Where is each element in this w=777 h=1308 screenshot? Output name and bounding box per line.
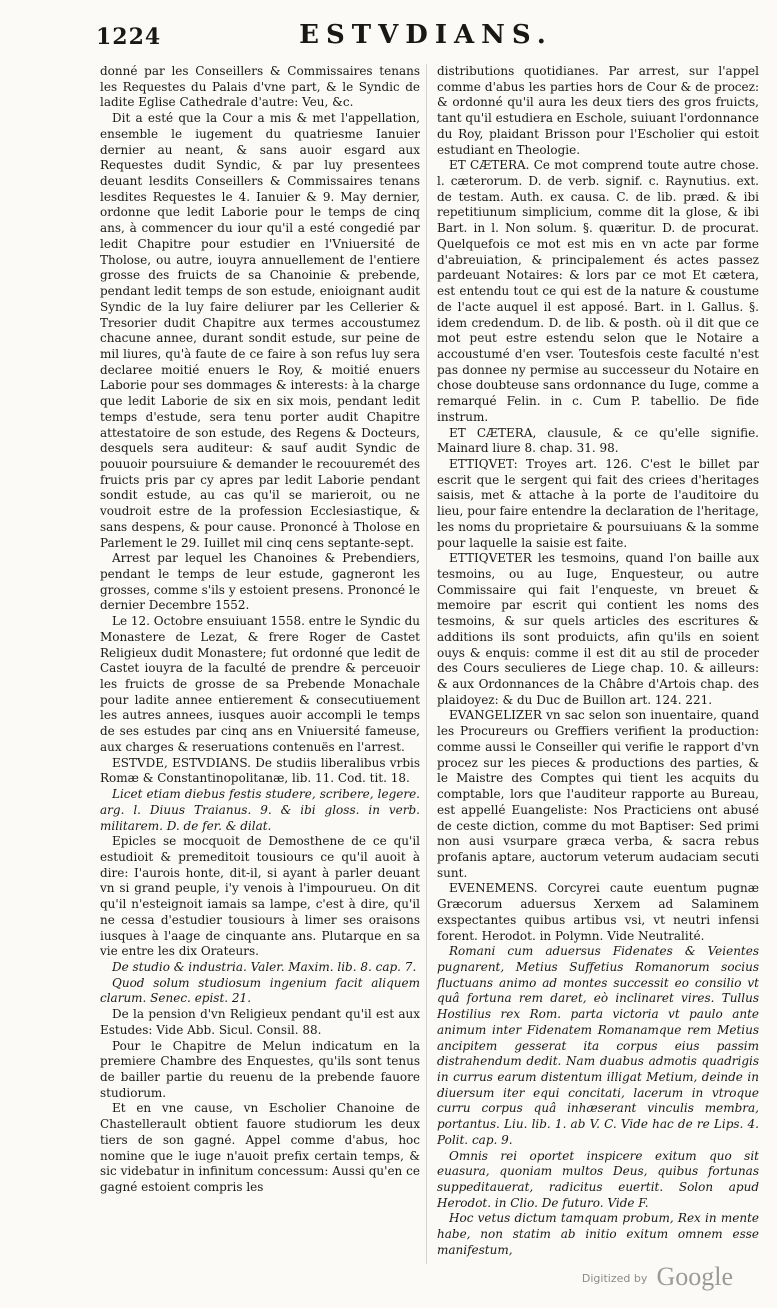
paragraph: ETTIQVETER les tesmoins, quand l'on baille aux tesmoins, ou au Iuge, Enquesteur, ou autre Commissaire qui fait l'enqueste, vn breuet & memoire par escrit qui contient les noms des tesmoins, & sur quels articles des escritures & additions ils sont produicts, afin qu'ils en soient ouys & enquis: comme il est dit au stil de proceder des Cours seculieres de Liege chap. 10. & ailleurs: & aux Ordonnances de la Châbre d'Artois chap. des plaidoyez: & du Duc de Buillon art. 124. 221. — [437, 551, 759, 707]
page-number: 1224 — [96, 24, 162, 50]
paragraph: Et en vne cause, vn Escholier Chanoine de Chastellerault obtient fauore studiorum les deux tiers de son gagné. Appel comme d'abus, hoc nomine que le iuge n'auoit prefix certain temps, & sic videbatur in infinitum concessum: Aussi qu'en ce gagné estoient compris les — [100, 1101, 420, 1195]
paragraph: Hoc vetus dictum tamquam probum, Rex in mente habe, non statim ab initio exitum omnem esse manifestum, — [437, 1211, 759, 1257]
paragraph: donné par les Conseillers & Commissaires tenans les Requestes du Palais d'vne part, & le Syndic de ladite Eglise Cathedrale d'autre: Veu, &c. — [100, 64, 420, 110]
paragraph: ETTIQVET: Troyes art. 126. C'est le billet par escrit que le sergent qui fait des criees d'heritages saisis, met & attache à la porte de l'auditoire du lieu, pour faire entendre la declaration de l'heritage, les noms du proprietaire & poursuiuans & la somme pour laquelle la saisie est faite. — [437, 456, 759, 550]
paragraph: distributions quotidianes. Par arrest, sur l'appel comme d'abus les parties hors de Cour & de procez: & ordonné qu'il aura les deux tiers des gros fruicts, tant qu'il estudiera en Eschole, suiuant l'ordonnance du Roy, plaidant Brisson pour l'Escholier qui estoit estudiant en Theologie. — [437, 64, 759, 157]
paragraph: ET CÆTERA. Ce mot comprend toute autre chose. l. cæterorum. D. de verb. signif. c. Raynutius. ext. de testam. Auth. ex causa. C. de lib. præd. & ibi repetitiunum simplicium, comme dit la glose, & ibi Bart. in l. Non solum. §. quæritur. D. de procurat. Quelquefois ce mot est mis en vn acte par forme d'abreuiation, & principalement és actes passez pardeuant Notaires: & lors par ce mot Et cætera, est entendu tout ce qui est de la nature & coustume de l'acte auquel il est apposé. Bart. in l. Gallus. §. idem credendum. D. de lib. & posth. où il dit que ce mot peut estre estendu selon que le Notaire a accoustumé d'en vser. Toutesfois ceste faculté n'est pas donnee ny permise au successeur du Notaire en chose doubteuse sans ordonnance du Iuge, comme a remarqué Felin. in c. Cum P. tabellio. De fide instrum. — [437, 158, 759, 424]
paragraph: EVANGELIZER vn sac selon son inuentaire, quand les Procureurs ou Greffiers verifient la production: comme aussi le Conseiller qui verifie le rapport d'vn procez sur les pieces & productions des parties, & le Maistre des Comptes qui tient les acquits du comptable, lors que l'auditeur rapporte au Bureau, est appellé Euangeliste: Nos Practiciens ont abusé de ceste diction, comme du mot Baptiser: Sed primi non ausi vsurpare græca verba, & sacra rebus profanis aptare, auctorum veterum audaciam secuti sunt. — [437, 708, 759, 880]
page-header — [96, 18, 756, 58]
running-head: ESTVDIANS. — [299, 20, 553, 50]
paragraph: De studio & industria. Valer. Maxim. lib. 8. cap. 7. — [112, 959, 417, 974]
footer-prefix: Digitized by — [581, 1272, 648, 1285]
digitization-footer — [582, 1262, 733, 1292]
right-column — [437, 64, 759, 1259]
paragraph: EVENEMENS. Corcyrei caute euentum pugnæ Græcorum aduersus Xerxem ad Salaminem exspectantes quibus artibus vsi, vt neutri infensi forent. Herodot. in Polymn. Vide Neutralité. — [437, 881, 759, 943]
paragraph: Arrest par lequel les Chanoines & Prebendiers, pendant le temps de leur estude, gagneront les grosses, comme s'ils y estoient presens. Prononcé le dernier Decembre 1552. — [100, 551, 420, 613]
paragraph: Romani cum aduersus Fidenates & Veientes pugnarent, Metius Suffetius Romanorum socius fluctuans animo ad montes successit eo consilio vt quâ fortuna rem daret, eò inclinaret vires. Tullus Hostilius rex Rom. parta victoria vt paulo ante animum inter Fidenatem Romanamque rem Metius ancipitem gesserat ita corpus eius passim distrahendum dedit. Nam duabus admotis quadrigis in currus earum distentum illigat Metium, deinde in diuersum iter equi concitati, lacerum in vtroque curru corpus quâ inhæserant vinculis membra, portantus. Liu. lib. 1. ab V. C. Vide hac de re Lips. 4. Polit. cap. 9. — [437, 944, 759, 1147]
google-logo: Google — [656, 1262, 733, 1291]
paragraph: Quod solum studiosum ingenium facit aliquem clarum. Senec. epist. 21. — [100, 975, 420, 1006]
paragraph: De la pension d'vn Religieux pendant qu'il est aux Estudes: Vide Abb. Sicul. Consil. 88. — [100, 1007, 420, 1037]
paragraph: Omnis rei oportet inspicere exitum quo sit euasura, quoniam multos Deus, quibus fortunas suppeditauerat, radicitus euertit. Solon apud Herodot. in Clio. De futuro. Vide F. — [437, 1148, 759, 1210]
paragraph: Licet etiam diebus festis studere, scribere, legere. arg. l. Diuus Traianus. 9. & ibi gloss. in verb. militarem. D. de fer. & dilat. — [100, 787, 420, 833]
paragraph: Dit a esté que la Cour a mis & met l'appellation, ensemble le iugement du quatriesme Ianuier dernier au neant, & sans auoir esgard aux Requestes dudit Syndic, & par luy presentees deuant lesdits Conseillers & Commissaires tenans lesdites Requestes le 4. Ianuier & 9. May dernier, ordonne que ledit Laborie pour le temps de cinq ans, à commencer du iour qu'il a esté congedié par ledit Chapitre pour estudier en l'Vniuersité de Tholose, ou autre, iouyra annuellement de l'entiere grosse des fruicts de sa Chanoinie & prebende, pendant ledit temps de son estude, enioignant audit Syndic de la luy faire deliurer par les Cellerier & Tresorier dudit Chapitre aux termes accoustumez chacune annee, durant sondit estude, sur peine de mil liures, qu'à faute de ce faire à son refus luy sera declaree moitié enuers le Roy, & moitié enuers Laborie pour ses dommages & interests: à la charge que ledit Laborie de six en six mois, pendant ledit temps d'estude, sera tenu porter audit Chapitre attestatoire de son estude, des Regens & Docteurs, desquels sera auditeur: & sauf audit Syndic de pouuoir poursuiure & demander le recouuremét des fruicts pris par cy apres par ledit Laborie pendant sondit estude, au cas qu'il se marieroit, ou ne voudroit estre de la profession Ecclesiastique, & sans despens, & pour cause. Prononcé à Tholose en Parlement le 29. Iuillet mil cinq cens septante-sept. — [100, 111, 420, 550]
paragraph: Pour le Chapitre de Melun indicatum en la premiere Chambre des Enquestes, qu'ils sont tenus de bailler partie du reuenu de la prebende fauore studiorum. — [100, 1038, 420, 1100]
paragraph: ESTVDE, ESTVDIANS. De studiis liberalibus vrbis Romæ & Constantinopolitanæ, lib. 11. Cod. tit. 18. — [100, 755, 420, 786]
paragraph: Epicles se mocquoit de Demosthene de ce qu'il estudioit & premeditoit tousiours ce qu'il auoit à dire: I'aurois honte, dit-il, si ayant à parler deuant vn si grand peuple, i'y venois à l'impourueu. On dit qu'il n'esteignoit iamais sa lampe, c'est à dire, qu'il ne cessa d'estudier tousiours à limer ses oraisons iusques à l'aage de cinquante ans. Plutarque en sa vie entre les dix Orateurs. — [100, 834, 420, 959]
column-divider — [426, 64, 427, 1264]
left-column — [100, 64, 420, 1196]
paragraph: ET CÆTERA, clausule, & ce qu'elle signifie. Mainard liure 8. chap. 31. 98. — [437, 425, 759, 456]
paragraph: Le 12. Octobre ensuiuant 1558. entre le Syndic du Monastere de Lezat, & frere Roger de Castet Religieux dudit Monastere; fut ordonné que ledit de Castet iouyra de la faculté de prendre & perceuoir les fruicts de grosse de sa Prebende Monachale pour ladite annee entierement & consecutiuement les autres annees, iusques auoir accompli le temps de ses estudes par cinq ans en Vniuersité fameuse, aux charges & reseruations contenuës en l'arrest. — [100, 614, 420, 754]
